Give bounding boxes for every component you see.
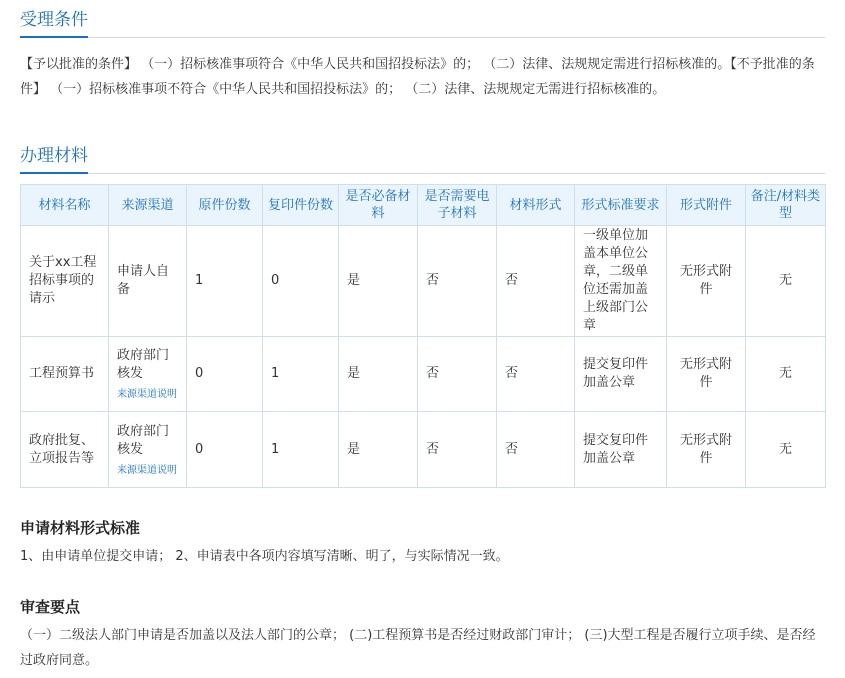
material-form-standard: 提交复印件加盖公章 <box>575 337 667 412</box>
material-originals: 0 <box>187 412 263 488</box>
material-originals: 1 <box>187 226 263 337</box>
material-copies: 1 <box>263 337 339 412</box>
materials-title <box>20 136 825 174</box>
header-form: 材料形式 <box>497 185 575 226</box>
header-electronic: 是否需要电子材料 <box>418 185 497 226</box>
material-name: 关于xx工程招标事项的请示 <box>21 226 109 337</box>
material-copies: 1 <box>263 412 339 488</box>
header-form-standard: 形式标准要求 <box>575 185 667 226</box>
conditions-title <box>20 0 825 38</box>
header-remark: 备注/材料类型 <box>746 185 826 226</box>
material-form: 否 <box>497 337 575 412</box>
material-attachment: 无形式附件 <box>667 337 746 412</box>
material-name: 工程预算书 <box>21 337 109 412</box>
source-explanation-link[interactable]: 来源渠道说明 <box>117 389 177 400</box>
source-text: 申请人自备 <box>117 264 170 297</box>
header-name: 材料名称 <box>21 185 109 226</box>
material-source <box>109 412 187 488</box>
material-form: 否 <box>497 412 575 488</box>
materials-table <box>20 184 826 488</box>
table-row <box>21 412 826 488</box>
table-header-row <box>21 185 826 226</box>
conditions-title-text: 受理条件 <box>20 10 88 30</box>
material-copies: 0 <box>263 226 339 337</box>
material-remark: 无 <box>746 412 826 488</box>
header-attachment: 形式附件 <box>667 185 746 226</box>
materials-title-text: 办理材料 <box>20 146 88 166</box>
header-originals: 原件份数 <box>187 185 263 226</box>
material-electronic: 否 <box>418 412 497 488</box>
material-required: 是 <box>339 412 418 488</box>
material-originals: 0 <box>187 337 263 412</box>
table-row <box>21 226 826 337</box>
material-remark: 无 <box>746 226 826 337</box>
review-points-text: （一）二级法人部门申请是否加盖以及法人部门的公章； (二)工程预算书是否经过财政部门审计； (三)大型工程是否履行立项手续、是否经过政府同意。 <box>20 628 816 668</box>
material-required: 是 <box>339 337 418 412</box>
table-row <box>21 337 826 412</box>
content-panel <box>20 0 825 673</box>
source-text: 政府部门核发 <box>117 348 170 381</box>
material-form-standard: 提交复印件加盖公章 <box>575 412 667 488</box>
material-source <box>109 337 187 412</box>
material-remark: 无 <box>746 337 826 412</box>
conditions-text: 【予以批准的条件】 （一）招标核准事项符合《中华人民共和国招投标法》的； （二）法律、法规规定需进行招标核准的。【不予批准的条件】 （一）招标核准事项不符合《中华人民共和国招投标法》的； （二）法律、法规规定无需进行招标核准的。 <box>20 57 815 97</box>
header-copies: 复印件份数 <box>263 185 339 226</box>
source-text: 政府部门核发 <box>117 423 170 457</box>
material-attachment: 无形式附件 <box>667 412 746 488</box>
material-source <box>109 226 187 337</box>
material-form: 否 <box>497 226 575 337</box>
form-standard-text: 1、由申请单位提交申请； 2、申请表中各项内容填写清晰、明了，与实际情况一致。 <box>20 549 509 564</box>
material-attachment: 无形式附件 <box>667 226 746 337</box>
material-form-standard: 一级单位加盖本单位公章，二级单位还需加盖上级部门公章 <box>575 226 667 337</box>
source-explanation-link[interactable]: 来源渠道说明 <box>117 464 177 476</box>
header-required: 是否必备材料 <box>339 185 418 226</box>
material-electronic: 否 <box>418 337 497 412</box>
header-source: 来源渠道 <box>109 185 187 226</box>
material-required: 是 <box>339 226 418 337</box>
material-electronic: 否 <box>418 226 497 337</box>
form-standard-title: 申请材料形式标准 <box>20 519 141 537</box>
review-points-title: 审查要点 <box>20 598 81 616</box>
material-name: 政府批复、立项报告等 <box>21 412 109 488</box>
